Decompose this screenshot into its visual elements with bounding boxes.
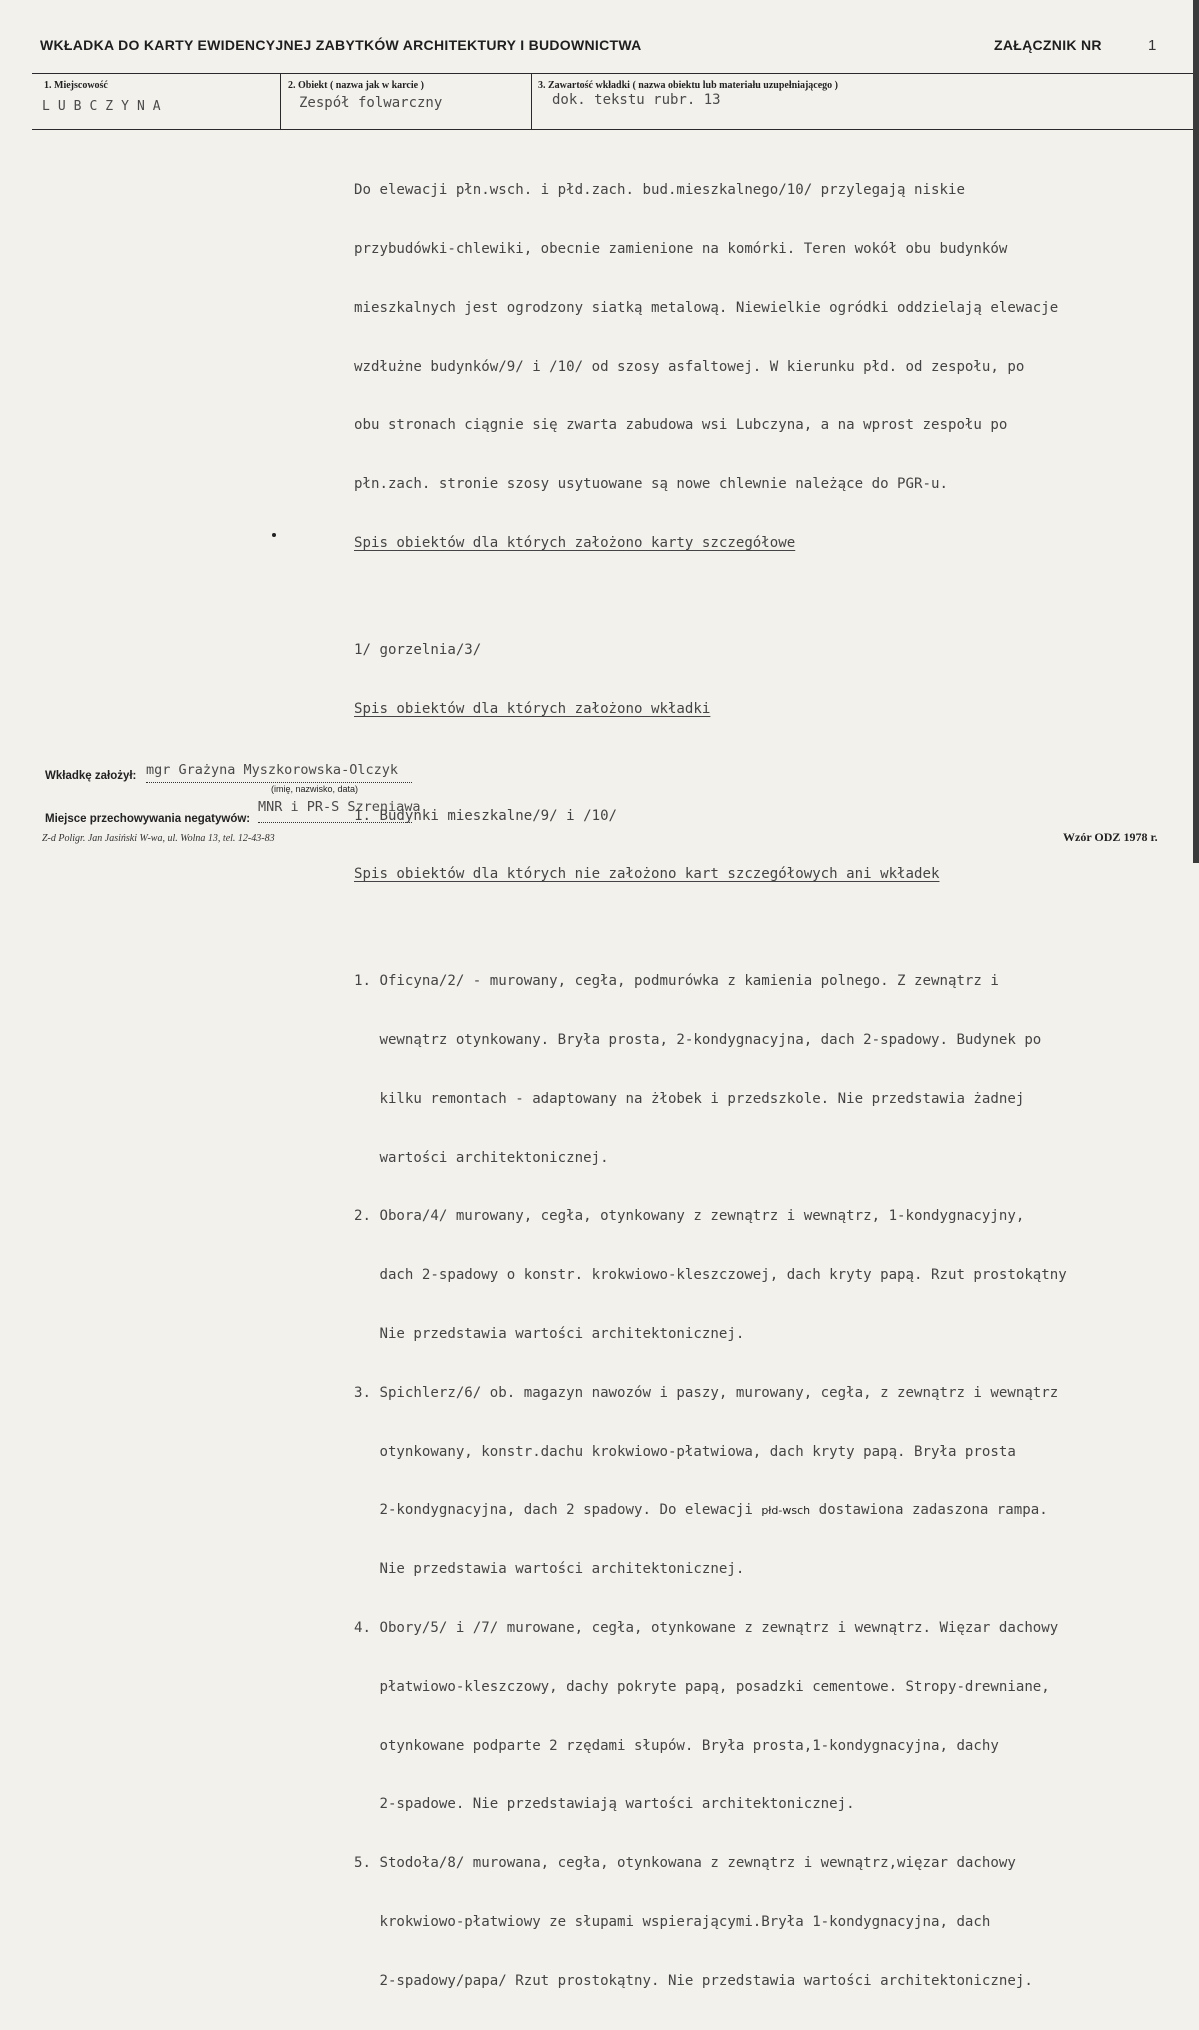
item-line: płatwiowo-kleszczowy, dachy pokryte papą, posadzki cementowe. Stropy-drewniane,: [354, 1678, 1050, 1695]
heading-detailed-cards: Spis obiektów dla których założono karty szczegółowe: [354, 534, 796, 551]
attachment-label: ZAŁĄCZNIK NR: [994, 37, 1102, 53]
item-line: wartości architektonicznej.: [354, 1149, 609, 1166]
form-code: Wzór ODZ 1978 r.: [1063, 830, 1158, 844]
handwritten-annotation: płd-wsch: [761, 1504, 811, 1518]
storage-value: MNR i PR-S Szreniawa: [258, 799, 421, 815]
header-divider-2: [531, 73, 532, 129]
storage-dotted-line: [258, 822, 412, 823]
item-line: krokwiowo-płatwiowy ze słupami wspierającymi.Bryła 1-kondygnacyjna, dach: [354, 1913, 991, 1930]
item-line: wewnątrz otynkowany. Bryła prosta, 2-kondygnacyjna, dach 2-spadowy. Budynek po: [354, 1032, 1042, 1049]
item-line: Nie przedstawia wartości architektonicznej.: [354, 1561, 745, 1578]
author-label: Wkładkę założył:: [45, 770, 137, 782]
field-3-value: dok. tekstu rubr. 13: [552, 92, 721, 108]
item-line: 1. Oficyna/2/ - murowany, cegła, podmurówka z kamienia polnego. Z zewnątrz i: [354, 973, 999, 990]
item-line-with-annotation: 2-kondygnacyjna, dach 2 spadowy. Do elewacji płd-wsch dostawiona zadaszona rampa.: [354, 1502, 1048, 1519]
header-top-rule: [32, 73, 1193, 74]
intro-line: płn.zach. stronie szosy usytuowane są nowe chlewnie należące do PGR-u.: [354, 476, 948, 493]
intro-line: przybudówki-chlewiki, obecnie zamienione na komórki. Teren wokół obu budynków: [354, 240, 1008, 257]
intro-line: obu stronach ciągnie się zwarta zabudowa wsi Lubczyna, a na wprost zespołu po: [354, 417, 1008, 434]
item-line: 2-spadowy/papa/ Rzut prostokątny. Nie przedstawia wartości architektonicznej.: [354, 1972, 1033, 1989]
field-1-label: 1. Miejscowość: [44, 80, 108, 91]
form-title: WKŁADKA DO KARTY EWIDENCYJNEJ ZABYTKÓW ARCHITEKTURY I BUDOWNICTWA: [40, 37, 642, 53]
item-line: otynkowane podparte 2 rzędami słupów. Bryła prosta,1-kondygnacyjna, dachy: [354, 1737, 999, 1754]
intro-line: wzdłużne budynków/9/ i /10/ od szosy asfaltowej. W kierunku płd. od zespołu, po: [354, 358, 1025, 375]
item-line: 5. Stodoła/8/ murowana, cegła, otynkowana z zewnątrz i wewnątrz,więzar dachowy: [354, 1855, 1016, 1872]
intro-line: Do elewacji płn.wsch. i płd.zach. bud.mieszkalnego/10/ przylegają niskie: [354, 182, 965, 199]
heading-no-cards: Spis obiektów dla których nie założono kart szczegółowych ani wkładek: [354, 866, 940, 883]
body-text: [354, 142, 1067, 2030]
field-3-label: 3. Zawartość wkładki ( nazwa obiektu lub materiału uzupełniającego ): [538, 80, 839, 91]
author-value: mgr Grażyna Myszkorowska-Olczyk: [146, 762, 398, 778]
item-line: 2-spadowe. Nie przedstawiają wartości architektonicznej.: [354, 1796, 855, 1813]
item-line: 4. Obory/5/ i /7/ murowane, cegła, otynkowane z zewnątrz i wewnątrz. Więzar dachowy: [354, 1619, 1059, 1636]
item-line: kilku remontach - adaptowany na żłobek i przedszkole. Nie przedstawia żadnej: [354, 1090, 1025, 1107]
scan-edge: [1193, 0, 1199, 863]
header-divider-1: [280, 73, 281, 129]
intro-line: mieszkalnych jest ogrodzony siatką metalową. Niewielkie ogródki oddzielają elewacje: [354, 299, 1059, 316]
field-1-value: LUBCZYNA: [42, 99, 169, 114]
printer-imprint: Z-d Poligr. Jan Jasiński W-wa, ul. Wolna 13, tel. 12-43-83: [42, 833, 275, 844]
item-line: otynkowany, konstr.dachu krokwiowo-płatwiowa, dach kryty papą. Bryła prosta: [354, 1443, 1016, 1460]
storage-label: Miejsce przechowywania negatywów:: [45, 813, 251, 825]
author-caption: (imię, nazwisko, data): [271, 784, 359, 794]
field-2-label: 2. Obiekt ( nazwa jak w karcie ): [288, 80, 424, 91]
field-2-value: Zespół folwarczny: [299, 95, 443, 111]
list-inserts: 1. Budynki mieszkalne/9/ i /10/: [354, 807, 618, 824]
item-line: 2. Obora/4/ murowany, cegła, otynkowany z zewnątrz i wewnątrz, 1-kondygnacyjny,: [354, 1208, 1025, 1225]
attachment-number: 1: [1148, 37, 1157, 54]
item-line: 3. Spichlerz/6/ ob. magazyn nawozów i paszy, murowany, cegła, z zewnątrz i wewnątrz: [354, 1384, 1059, 1401]
ink-dot: [272, 533, 276, 537]
header-bottom-rule: [32, 129, 1193, 130]
item-line: dach 2-spadowy o konstr. krokwiowo-kleszczowej, dach kryty papą. Rzut prostokątny: [354, 1267, 1067, 1284]
author-dotted-line: [146, 782, 412, 783]
list-detailed-cards: 1/ gorzelnia/3/: [354, 641, 482, 658]
heading-inserts: Spis obiektów dla których założono wkładki: [354, 700, 711, 717]
item-line: Nie przedstawia wartości architektonicznej.: [354, 1326, 745, 1343]
